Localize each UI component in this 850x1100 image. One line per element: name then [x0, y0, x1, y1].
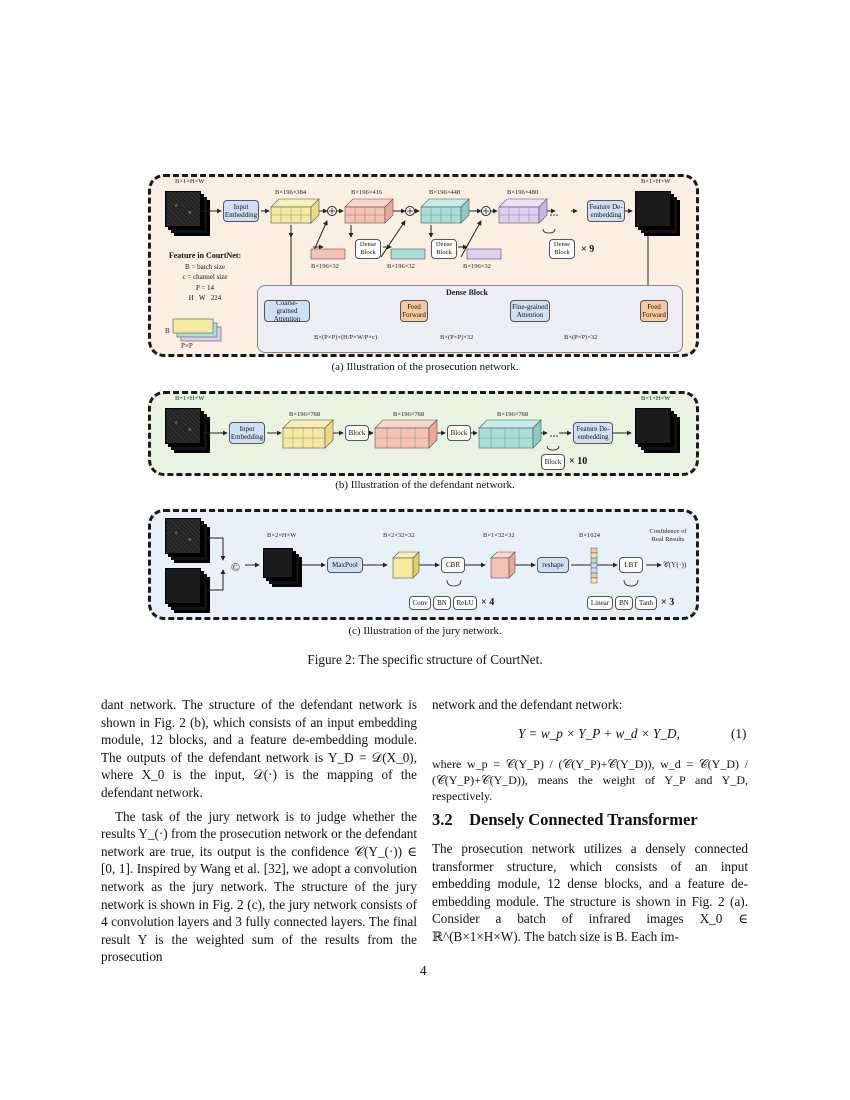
c-dim-2: B×2×32×32: [383, 532, 415, 539]
right-paragraph-2: where w_p = 𝒞(Y_P) / (𝒞(Y_P)+𝒞(Y_D)), w_d = 𝒞(Y_D) / (𝒞(Y_P)+𝒞(Y_D)), means the weight of Y_P and Y_D, respectively.: [432, 757, 748, 803]
dense-dim-1: B×(P×P)×(H/P×W/P×c): [314, 334, 378, 341]
reshape-box: reshape: [537, 557, 569, 573]
section-heading: [432, 810, 698, 830]
legend-w: W: [198, 294, 206, 302]
section-title: Densely Connected Transformer: [469, 810, 698, 829]
equation-1: Y = w_p × Y_P + w_d × Y_D,: [518, 726, 680, 741]
legend-b: B: [165, 327, 170, 335]
dense-block-box-3: Dense Block: [549, 239, 575, 259]
feed-forward-box-1: Feed Forward: [400, 300, 428, 322]
right-paragraph-1: network and the defendant network:: [432, 697, 623, 712]
lbt-box: LBT: [619, 557, 643, 573]
right-paragraph-3-container: [432, 840, 748, 946]
feature-legend: [157, 251, 253, 304]
c-dim-3: B×1×32×32: [483, 532, 515, 539]
dense-block-box-1: Dense Block: [355, 239, 381, 259]
panel-c-caption: (c) Illustration of the jury network.: [348, 625, 502, 637]
coarse-attention-box: Coarse-grained Attention: [264, 300, 310, 322]
tanh-box: Tanh: [635, 596, 657, 610]
confidence-output: 𝒞(Y(·)): [663, 560, 687, 569]
b-input-embedding-box: Input Embedding: [229, 422, 265, 444]
relu-box: ReLU: [453, 596, 477, 610]
b-feature-deembedding-box: Feature De-embedding: [573, 422, 613, 444]
page-number: 4: [420, 963, 427, 978]
dense-block-title: Dense Block: [446, 288, 488, 297]
b-block-box-3: Block: [541, 454, 565, 470]
feature-dim-2: B×196×416: [351, 189, 383, 196]
prosecution-panel: [148, 174, 699, 357]
legend-line-2: c = channel size: [182, 273, 228, 281]
small-dim-1: B×196×32: [311, 263, 339, 270]
panel-a-caption: (a) Illustration of the prosecution network.: [331, 361, 519, 373]
dense-times-label: × 9: [581, 244, 595, 255]
maxpool-box: MaxPool: [327, 557, 363, 573]
right-paragraph-3: The prosecution network utilizes a densely connected transformer structure, which consists of an input embedding module, 12 dense blocks, and a feature de-embedding module. The structure is shown in Fig. 2 (a). Consider a batch of infrared images X_0 ∈ ℝ^(B×1×H×W). The batch size is B. Each im-: [432, 841, 748, 944]
panel-b-caption: (b) Illustration of the defendant network.: [335, 479, 515, 491]
cbr-times-label: × 4: [481, 597, 495, 608]
c-dim-1: B×2×H×W: [267, 532, 297, 539]
input-embedding-box: Input Embedding: [223, 200, 259, 222]
left-paragraph-2: The task of the jury network is to judge whether the results Y_(·) from the prosecution network or the defendant network are true, its output is the confidence 𝒞(Y_(·)) ∈ [0, 1]. Inspired by Wang et al. [32], we adopt a convolution network as the jury network. The structure of the jury network is shown in Fig. 2 (c), the jury network consists of 4 convolution layers and 3 fully connected layers. The final result Y is the weighted sum of the results from the prosecution: [101, 808, 417, 965]
linear-box: Linear: [587, 596, 613, 610]
small-dim-2: B×196×32: [387, 263, 415, 270]
lbt-times-label: × 3: [661, 597, 675, 608]
figure-caption: Figure 2: The specific structure of CourtNet.: [307, 652, 543, 667]
small-dim-3: B×196×32: [463, 263, 491, 270]
dense-dim-2: B×(P×P)×32: [440, 334, 474, 341]
legend-line-1: B = batch size: [185, 262, 225, 271]
b-output-image: [635, 408, 671, 444]
b-output-dim: B×1×H×W: [641, 395, 671, 402]
b-times-label: × 10: [569, 456, 588, 467]
feature-deembedding-box: Feature De-embedding: [587, 200, 625, 222]
input-dim-label: B×1×H×W: [175, 178, 205, 185]
feed-forward-box-2: Feed Forward: [640, 300, 668, 322]
output-dim-label: B×1×H×W: [641, 178, 671, 185]
bn-box-1: BN: [433, 596, 451, 610]
defendant-panel: [148, 391, 699, 476]
section-number: 3.2: [432, 810, 453, 829]
dense-dim-3: B×(P×P)×32: [564, 334, 598, 341]
feature-dim-4: B×196×480: [507, 189, 539, 196]
legend-224: 224: [210, 294, 222, 302]
jury-panel: [148, 509, 699, 620]
equation-number: (1): [731, 726, 747, 741]
c-concat-image: [263, 548, 293, 578]
concat-symbol: ©: [231, 560, 241, 574]
cbr-box: CBR: [441, 557, 465, 573]
legend-h: H: [188, 294, 194, 302]
left-column: [101, 696, 417, 966]
b-feature-dim-1: B×196×768: [289, 411, 321, 418]
feature-dim-3: B×196×448: [429, 189, 461, 196]
panel-b-diagram: [151, 394, 696, 473]
output-image: [635, 191, 671, 227]
c-dim-4: B×1024: [579, 532, 601, 539]
bn-box-2: BN: [615, 596, 633, 610]
legend-pxp: P×P: [181, 342, 193, 350]
b-block-box-1: Block: [345, 425, 369, 441]
b-feature-dim-2: B×196×768: [393, 411, 425, 418]
dense-block-detail: [257, 285, 683, 353]
legend-line-3: P = 14: [195, 283, 215, 292]
conv-box: Conv: [409, 596, 431, 610]
b-block-box-2: Block: [447, 425, 471, 441]
fine-attention-box: Fine-grained Attention: [510, 300, 550, 322]
left-paragraph-1: dant network. The structure of the defendant network is shown in Fig. 2 (b), which consists of an input embedding module, 12 blocks, and a feature de-embedding module. The outputs of the defendant network is Y_D = 𝒟(X_0), where X_0 is the input, 𝒟(·) is the mapping of the defendant network.: [101, 697, 417, 800]
legend-title: Feature in CourtNet:: [168, 251, 242, 260]
dense-block-box-2: Dense Block: [431, 239, 457, 259]
b-feature-dim-3: B×196×768: [497, 411, 529, 418]
right-column: [432, 696, 748, 714]
feature-dim-1: B×196×384: [275, 189, 307, 196]
confidence-label: Confidence of Real Results: [649, 528, 687, 543]
right-paragraph-2-container: [432, 756, 748, 804]
b-input-dim: B×1×H×W: [175, 395, 205, 402]
